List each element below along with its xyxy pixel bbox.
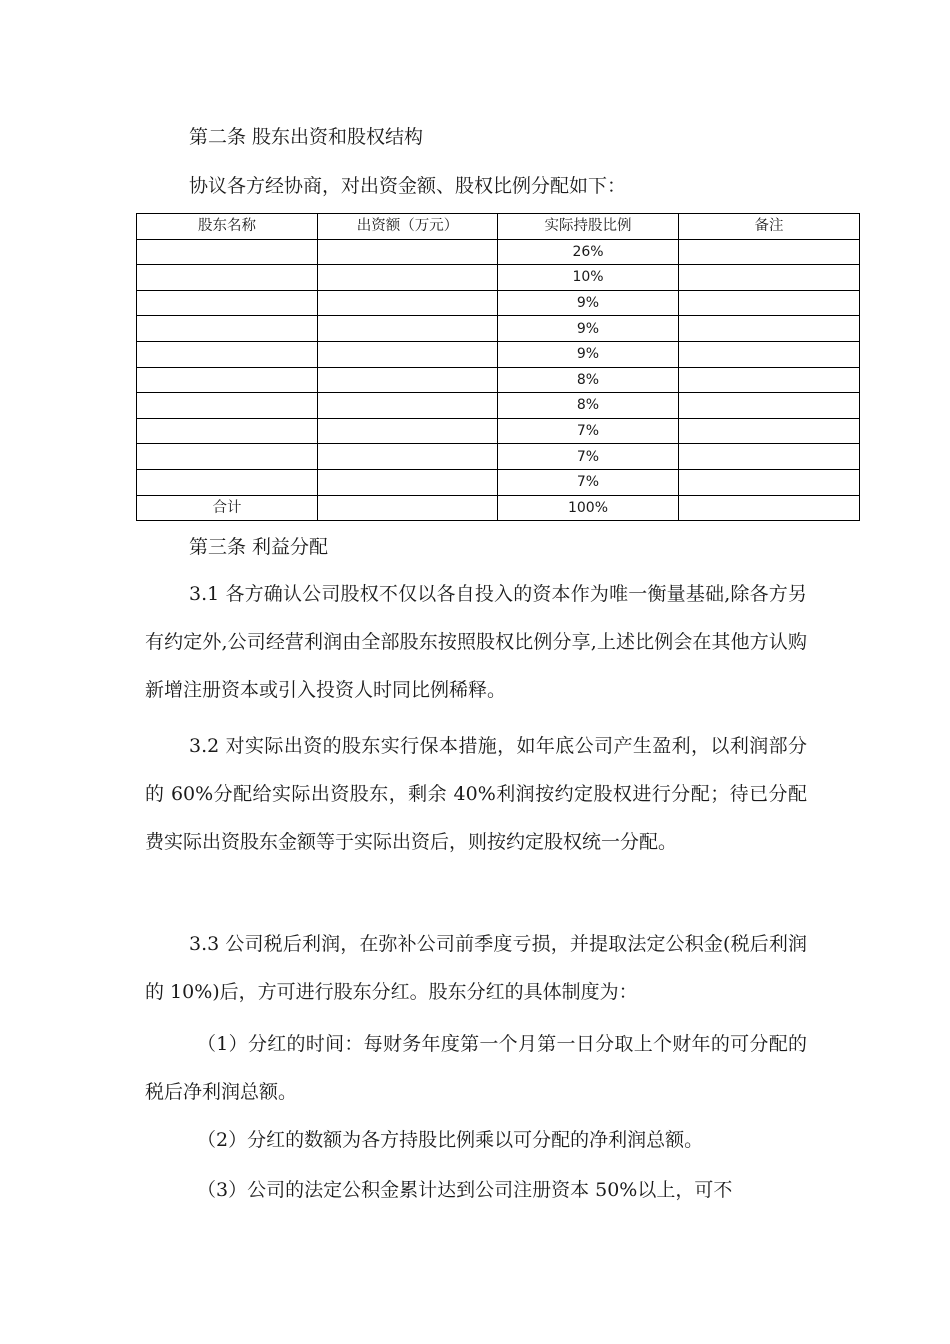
- cell-total-label: 合计: [137, 495, 318, 521]
- cell-amount: [318, 290, 498, 316]
- table-total-row: [137, 495, 860, 521]
- clause-3-3: 3.3 公司税后利润，在弥补公司前季度亏损，并提取法定公积金(税后利润的 10%)后，方可进行股东分红。股东分红的具体制度为：: [145, 933, 807, 1003]
- table-row: [137, 418, 860, 444]
- cell-ratio: 7%: [498, 469, 679, 495]
- cell-note: [679, 316, 860, 342]
- cell-ratio: 10%: [498, 265, 679, 291]
- cell-total-amount: [318, 495, 498, 521]
- cell-note: [679, 393, 860, 419]
- cell-name: [137, 290, 318, 316]
- header-shareholding-ratio: 实际持股比例: [498, 214, 679, 240]
- cell-amount: [318, 265, 498, 291]
- cell-amount: [318, 341, 498, 367]
- header-shareholder-name: 股东名称: [137, 214, 318, 240]
- cell-name: [137, 418, 318, 444]
- cell-name: [137, 393, 318, 419]
- cell-note: [679, 290, 860, 316]
- cell-total-ratio: 100%: [498, 495, 679, 521]
- dividend-item-3: （3）公司的法定公积金累计达到公司注册资本 50%以上，可不: [197, 1179, 733, 1201]
- cell-note: [679, 444, 860, 470]
- table-row: [137, 469, 860, 495]
- cell-ratio: 7%: [498, 418, 679, 444]
- cell-name: [137, 367, 318, 393]
- cell-ratio: 9%: [498, 316, 679, 342]
- table-row: [137, 393, 860, 419]
- cell-ratio: 7%: [498, 444, 679, 470]
- cell-amount: [318, 418, 498, 444]
- cell-name: [137, 316, 318, 342]
- cell-name: [137, 341, 318, 367]
- table-header-row: [137, 214, 860, 240]
- table-row: [137, 367, 860, 393]
- article-2-intro: 协议各方经协商，对出资金额、股权比例分配如下：: [189, 175, 627, 197]
- cell-name: [137, 469, 318, 495]
- article-3-title: 第三条 利益分配: [189, 536, 329, 558]
- cell-name: [137, 265, 318, 291]
- cell-note: [679, 239, 860, 265]
- cell-note: [679, 341, 860, 367]
- cell-ratio: 8%: [498, 367, 679, 393]
- cell-name: [137, 444, 318, 470]
- clause-3-2: 3.2 对实际出资的股东实行保本措施，如年底公司产生盈利，以利润部分的 60%分配给实际出资股东，剩余 40%利润按约定股权进行分配；待已分配费实际出资股东金额等于实际出资后，则按约定股权统一分配。: [145, 735, 807, 853]
- cell-note: [679, 469, 860, 495]
- table-row: [137, 239, 860, 265]
- cell-amount: [318, 239, 498, 265]
- table-row: [137, 341, 860, 367]
- dividend-item-2: （2）分红的数额为各方持股比例乘以可分配的净利润总额。: [197, 1129, 704, 1151]
- table-row: [137, 444, 860, 470]
- cell-ratio: 9%: [498, 290, 679, 316]
- cell-note: [679, 265, 860, 291]
- cell-name: [137, 239, 318, 265]
- cell-amount: [318, 393, 498, 419]
- cell-ratio: 9%: [498, 341, 679, 367]
- article-2-title: 第二条 股东出资和股权结构: [189, 126, 424, 148]
- cell-amount: [318, 444, 498, 470]
- table-row: [137, 290, 860, 316]
- cell-note: [679, 367, 860, 393]
- cell-amount: [318, 316, 498, 342]
- cell-total-note: [679, 495, 860, 521]
- cell-amount: [318, 367, 498, 393]
- cell-note: [679, 418, 860, 444]
- header-contribution-amount: 出资额（万元）: [318, 214, 498, 240]
- shareholder-table: [136, 213, 860, 521]
- dividend-item-1: （1）分红的时间：每财务年度第一个月第一日分取上个财年的可分配的税后净利润总额。: [145, 1033, 807, 1103]
- table-row: [137, 316, 860, 342]
- cell-amount: [318, 469, 498, 495]
- cell-ratio: 8%: [498, 393, 679, 419]
- header-remarks: 备注: [679, 214, 860, 240]
- clause-3-1: 3.1 各方确认公司股权不仅以各自投入的资本作为唯一衡量基础,除各方另有约定外,公司经营利润由全部股东按照股权比例分享,上述比例会在其他方认购新增注册资本或引入投资人时同比例稀释。: [145, 583, 807, 701]
- cell-ratio: 26%: [498, 239, 679, 265]
- table-row: [137, 265, 860, 291]
